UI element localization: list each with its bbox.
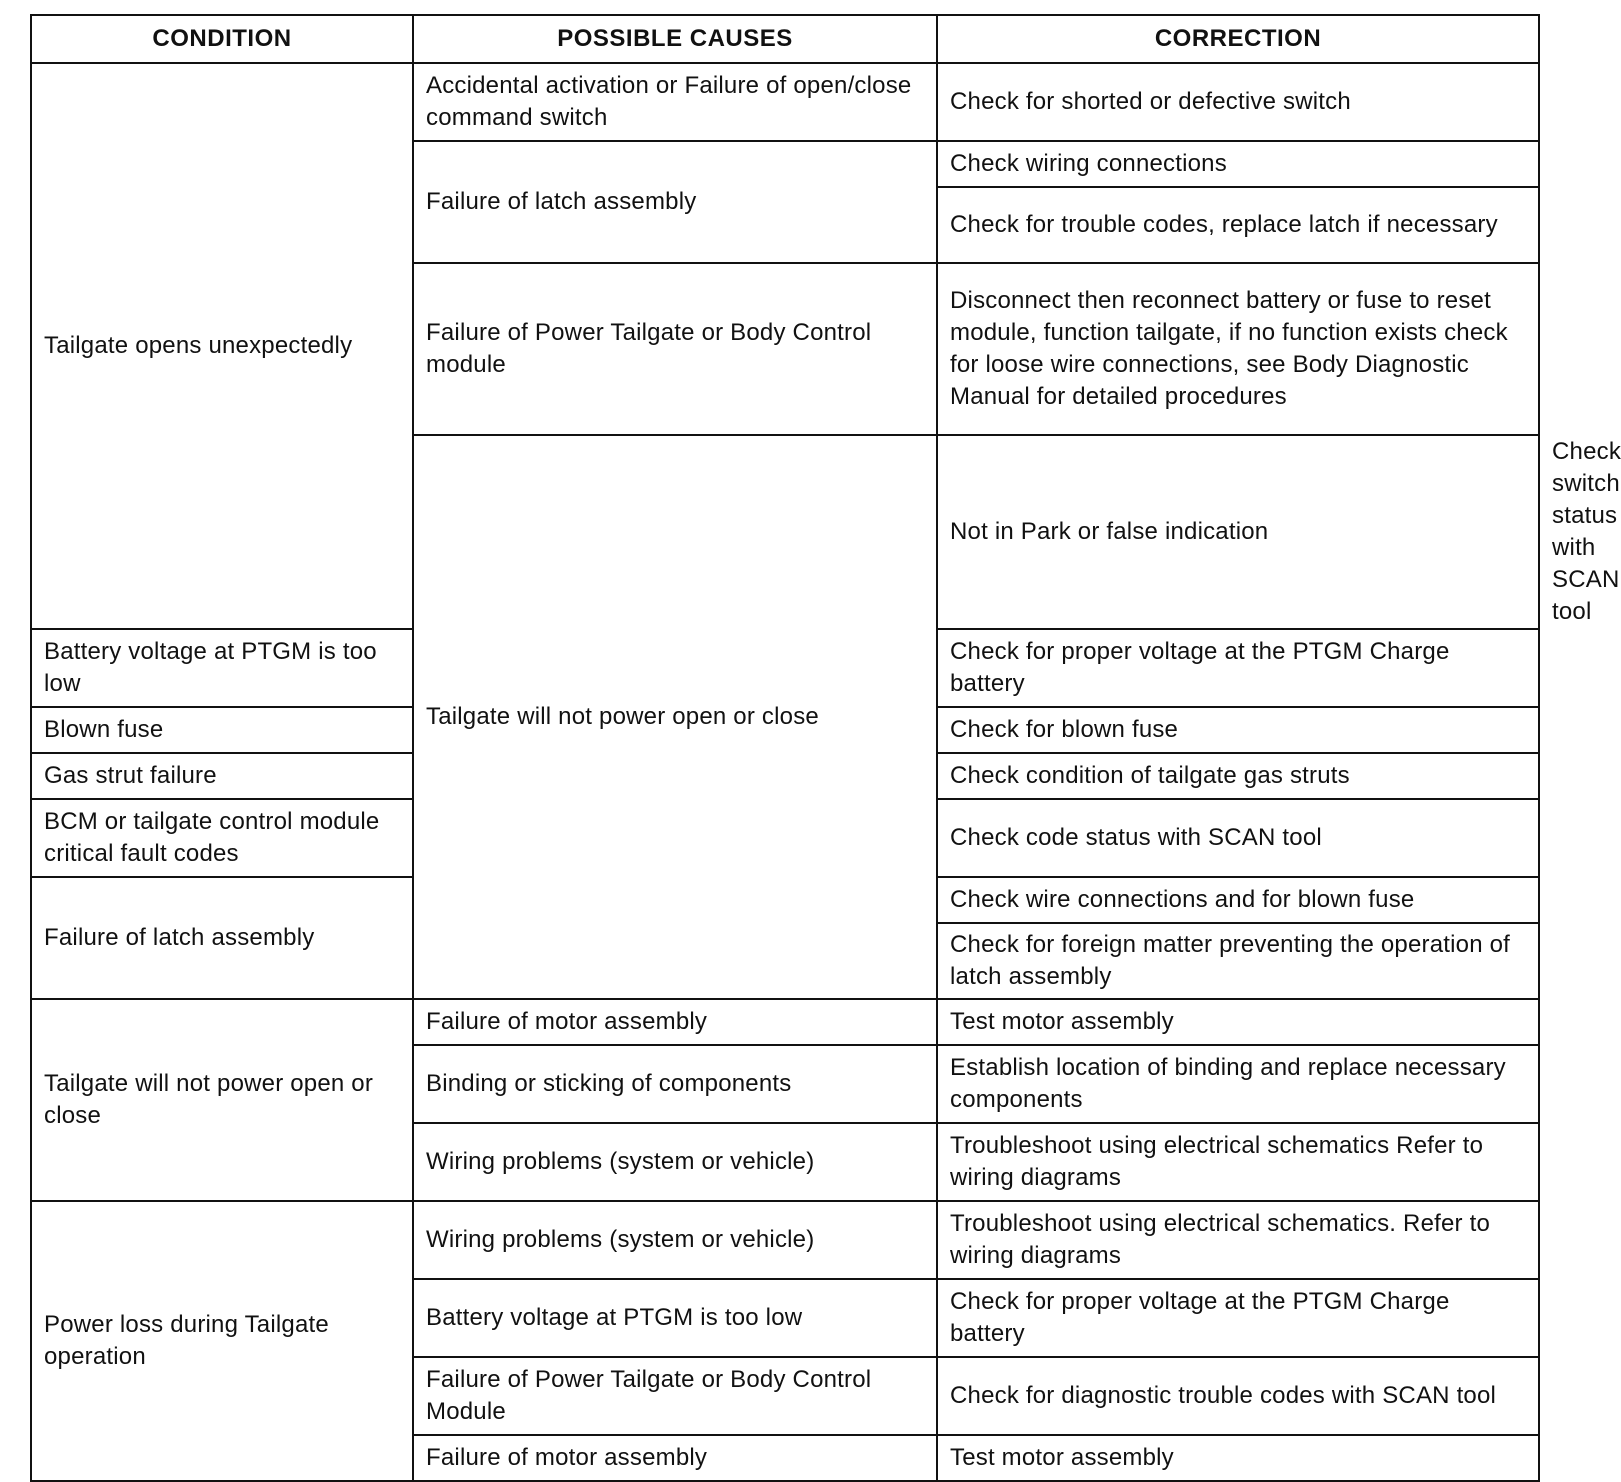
correction-cell: Troubleshoot using electrical schematics. Refer to wiring diagrams: [937, 1201, 1539, 1279]
condition-cell: Tailgate will not power open or close: [413, 435, 937, 999]
condition-cell: Tailgate opens unexpectedly: [31, 63, 413, 629]
cause-cell: Failure of motor assembly: [413, 999, 937, 1045]
correction-cell: Check for shorted or defective switch: [937, 63, 1539, 141]
condition-cell: Tailgate will not power open or close: [31, 999, 413, 1201]
cause-cell: Gas strut failure: [31, 753, 413, 799]
table-row: [31, 999, 1539, 1045]
diagnosis-table: [30, 14, 1621, 1482]
cause-cell: Wiring problems (system or vehicle): [413, 1201, 937, 1279]
header-possible-causes: POSSIBLE CAUSES: [413, 15, 937, 63]
cause-cell: Binding or sticking of components: [413, 1045, 937, 1123]
correction-cell: Check for proper voltage at the PTGM Charge battery: [937, 629, 1539, 707]
cause-cell: Failure of motor assembly: [413, 1435, 937, 1481]
cause-cell: Failure of latch assembly: [31, 877, 413, 999]
header-row: [31, 15, 1539, 63]
correction-cell: Check for proper voltage at the PTGM Charge battery: [937, 1279, 1539, 1357]
correction-cell: Establish location of binding and replace necessary components: [937, 1045, 1539, 1123]
cause-cell: Wiring problems (system or vehicle): [413, 1123, 937, 1201]
correction-cell: Disconnect then reconnect battery or fuse to reset module, function tailgate, if no function exists check for loose wire connections, see Body Diagnostic Manual for detailed procedures: [937, 263, 1539, 435]
correction-cell: Check for foreign matter preventing the operation of latch assembly: [937, 923, 1539, 999]
correction-cell: Check condition of tailgate gas struts: [937, 753, 1539, 799]
table-row: [31, 63, 1539, 141]
cause-cell: Not in Park or false indication: [937, 435, 1539, 629]
correction-cell: Check code status with SCAN tool: [937, 799, 1539, 877]
cause-cell: Failure of latch assembly: [413, 141, 937, 263]
table-row: [31, 1201, 1539, 1279]
condition-cell: Power loss during Tailgate operation: [31, 1201, 413, 1481]
cause-cell: BCM or tailgate control module critical fault codes: [31, 799, 413, 877]
correction-cell: Check wire connections and for blown fuse: [937, 877, 1539, 923]
correction-cell: Test motor assembly: [937, 999, 1539, 1045]
cause-cell: Accidental activation or Failure of open/close command switch: [413, 63, 937, 141]
correction-cell: Check for trouble codes, replace latch if necessary: [937, 187, 1539, 263]
correction-cell: Check for blown fuse: [937, 707, 1539, 753]
correction-cell: Check wiring connections: [937, 141, 1539, 187]
cause-cell: Failure of Power Tailgate or Body Control module: [413, 263, 937, 435]
table-row: Tailgate will not power open or close Not in Park or false indication Check switch status with SCAN tool: [31, 435, 1539, 629]
cause-cell: Battery voltage at PTGM is too low: [31, 629, 413, 707]
cause-cell: Battery voltage at PTGM is too low: [413, 1279, 937, 1357]
cause-cell: Blown fuse: [31, 707, 413, 753]
correction-cell: Check for diagnostic trouble codes with SCAN tool: [937, 1357, 1539, 1435]
header-condition: CONDITION: [31, 15, 413, 63]
header-correction: CORRECTION: [937, 15, 1539, 63]
correction-cell: Troubleshoot using electrical schematics Refer to wiring diagrams: [937, 1123, 1539, 1201]
cause-cell: Failure of Power Tailgate or Body Control Module: [413, 1357, 937, 1435]
correction-cell: Test motor assembly: [937, 1435, 1539, 1481]
